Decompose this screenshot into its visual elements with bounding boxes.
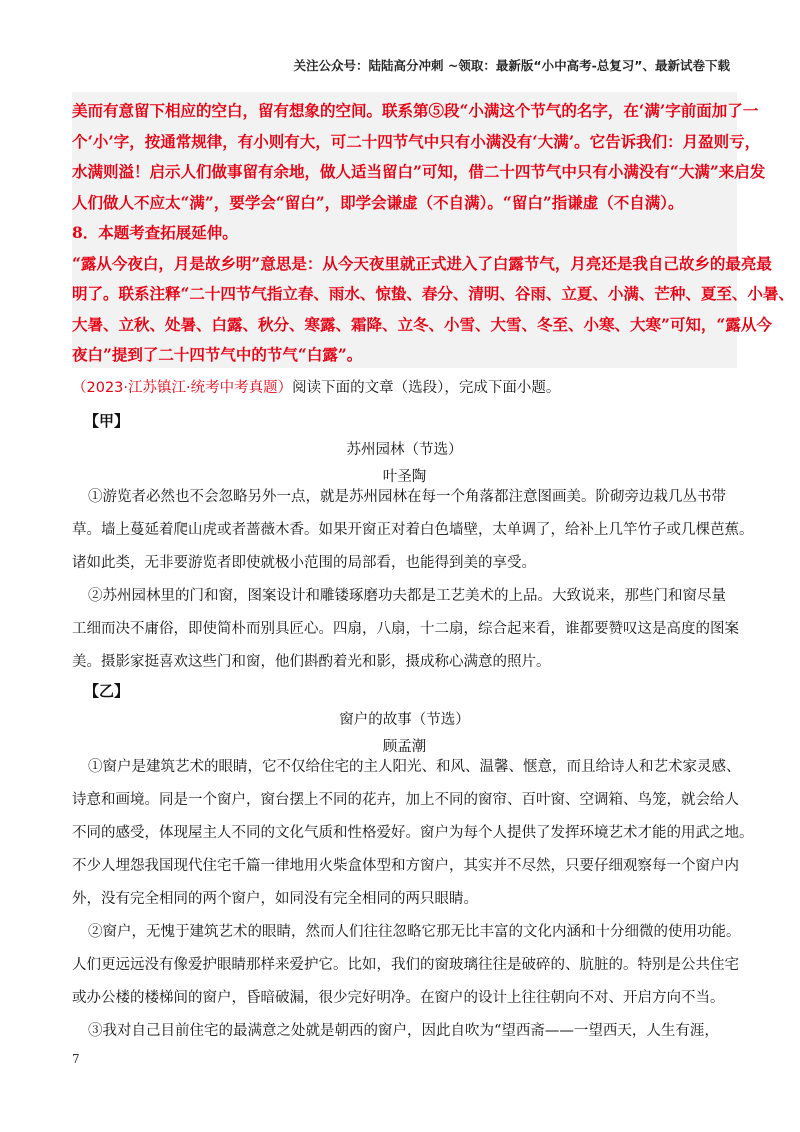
- answer-line: 夜白”提到了二十四节气中的节气“白露”。: [72, 345, 363, 364]
- answer-line: 大暑、立秋、处暑、白露、秋分、寒露、霜降、立冬、小雪、大雪、冬至、小寒、大寒”可知，“露从今: [72, 314, 772, 334]
- answer-line: 美而有意留下相应的空白，留有想象的空间。联系第⑤段“小满这个节气的名字，在‘满’字前面加了一: [72, 101, 759, 120]
- section-a-paragraph-2: ②苏州园林里的门和窗，图案设计和雕镂琢磨功夫都是工艺美术的上品。大致说来，那些门和窗尽量 工细而决不庸俗，即使简朴而别具匠心。四扇，八扇，十二扇，综合起来看，谁都要赞叹这是高度的图案 美。摄影家挺喜欢这些门和窗，他们斟酌着光和影，摄成称心满意的照片。: [72, 588, 739, 670]
- section-b-paragraph-2: ②窗户，无愧于建筑艺术的眼睛，然而人们往往忽略它那无比丰富的文化内涵和十分细微的使用功能。 人们更远远没有像爱护眼睛那样来爱护它。比如，我们的窗玻璃往往是破碎的、肮脏的。特别是公共住宅 或办公楼的楼梯间的窗户，昏暗破漏，很少完好明净。在窗户的设计上往往朝向不对、开启方向不当。: [72, 924, 741, 1006]
- question-source: （2023·江苏镇江·统考中考真题）: [72, 380, 293, 396]
- section-a-label: 【甲】: [84, 412, 130, 430]
- answer-line: 个‘小’字，按通常规律，有小则有大，可二十四节气中只有小满没有‘大满’。它告诉我们：月盈则亏，: [72, 131, 761, 151]
- answer-explanation: [72, 96, 794, 371]
- section-b-label: 【乙】: [84, 682, 130, 700]
- page-number: 7: [72, 1052, 80, 1066]
- page-header: 关注公众号：陆陆高分冲刺 ~领取：最新版“小中高考-总复习”、最新试卷下载: [293, 58, 730, 73]
- section-b-title: 窗户的故事（节选）: [339, 712, 470, 728]
- section-a-paragraph-1: ①游览者必然也不会忽略另外一点，就是苏州园林在每一个角落都注意图画美。阶砌旁边栽几丛书带 草。墙上蔓延着爬山虎或者蔷薇木香。如果开窗正对着白色墙壁，太单调了，给补上几竿竹子或几棵芭蕉。 诸如此类，无非要游览者即使就极小范围的局部看，也能得到美的享受。: [72, 489, 754, 571]
- section-b-paragraph-1: ①窗户是建筑艺术的眼睛，它不仅给住宅的主人阳光、和风、温馨、惬意，而且给诗人和艺术家灵感、 诗意和画境。同是一个窗户，窗台摆上不同的花卉，加上不同的窗帘、百叶窗、空调箱、鸟笼，就会给人 不同的感受，体现屋主人不同的文化气质和性格爱好。窗户为每个人提供了发挥环境艺术才能的用武之地。 不少人埋怨我国现代住宅千篇一律地用火柴盒体型和方窗户，其实并不尽然，只要仔细观察每一个窗户内 外，没有完全相同的两个窗户，如同没有完全相同的两只眼睛。: [72, 759, 754, 907]
- answer-line: “露从今夜白，月是故乡明”意思是：从今天夜里就正式进入了白露节气，月亮还是我自己故乡的最亮最: [72, 253, 772, 273]
- answer-line: 人们做人不应太“满”，要学会“留白”，即学会谦虚（不自满）。“留白”指谦虚（不自满）。: [72, 192, 684, 212]
- section-a-author: 叶圣陶: [382, 469, 427, 485]
- section-a-title: 苏州园林（节选）: [346, 442, 463, 458]
- section-b-paragraph-3: ③我对自己目前住宅的最满意之处就是朝西的窗户，因此自吹为“望西斋——一望西天，人生有涯，: [88, 1023, 719, 1039]
- answer-line: 8．本题考查拓展延伸。: [72, 223, 238, 242]
- section-b-author: 顾孟潮: [382, 739, 427, 755]
- question-intro: [72, 376, 560, 397]
- answer-line: 水满则溢！启示人们做事留有余地，做人适当留白”可知，借二十四节气中只有小满没有“大满”来启发: [72, 162, 766, 181]
- question-instruction: 阅读下面的文章（选段），完成下面小题。: [292, 380, 561, 396]
- answer-line: 明了。联系注释“二十四节气指立春、雨水、惊蛰、春分、清明、谷雨、立夏、小满、芒种、夏至、小暑、: [72, 284, 794, 303]
